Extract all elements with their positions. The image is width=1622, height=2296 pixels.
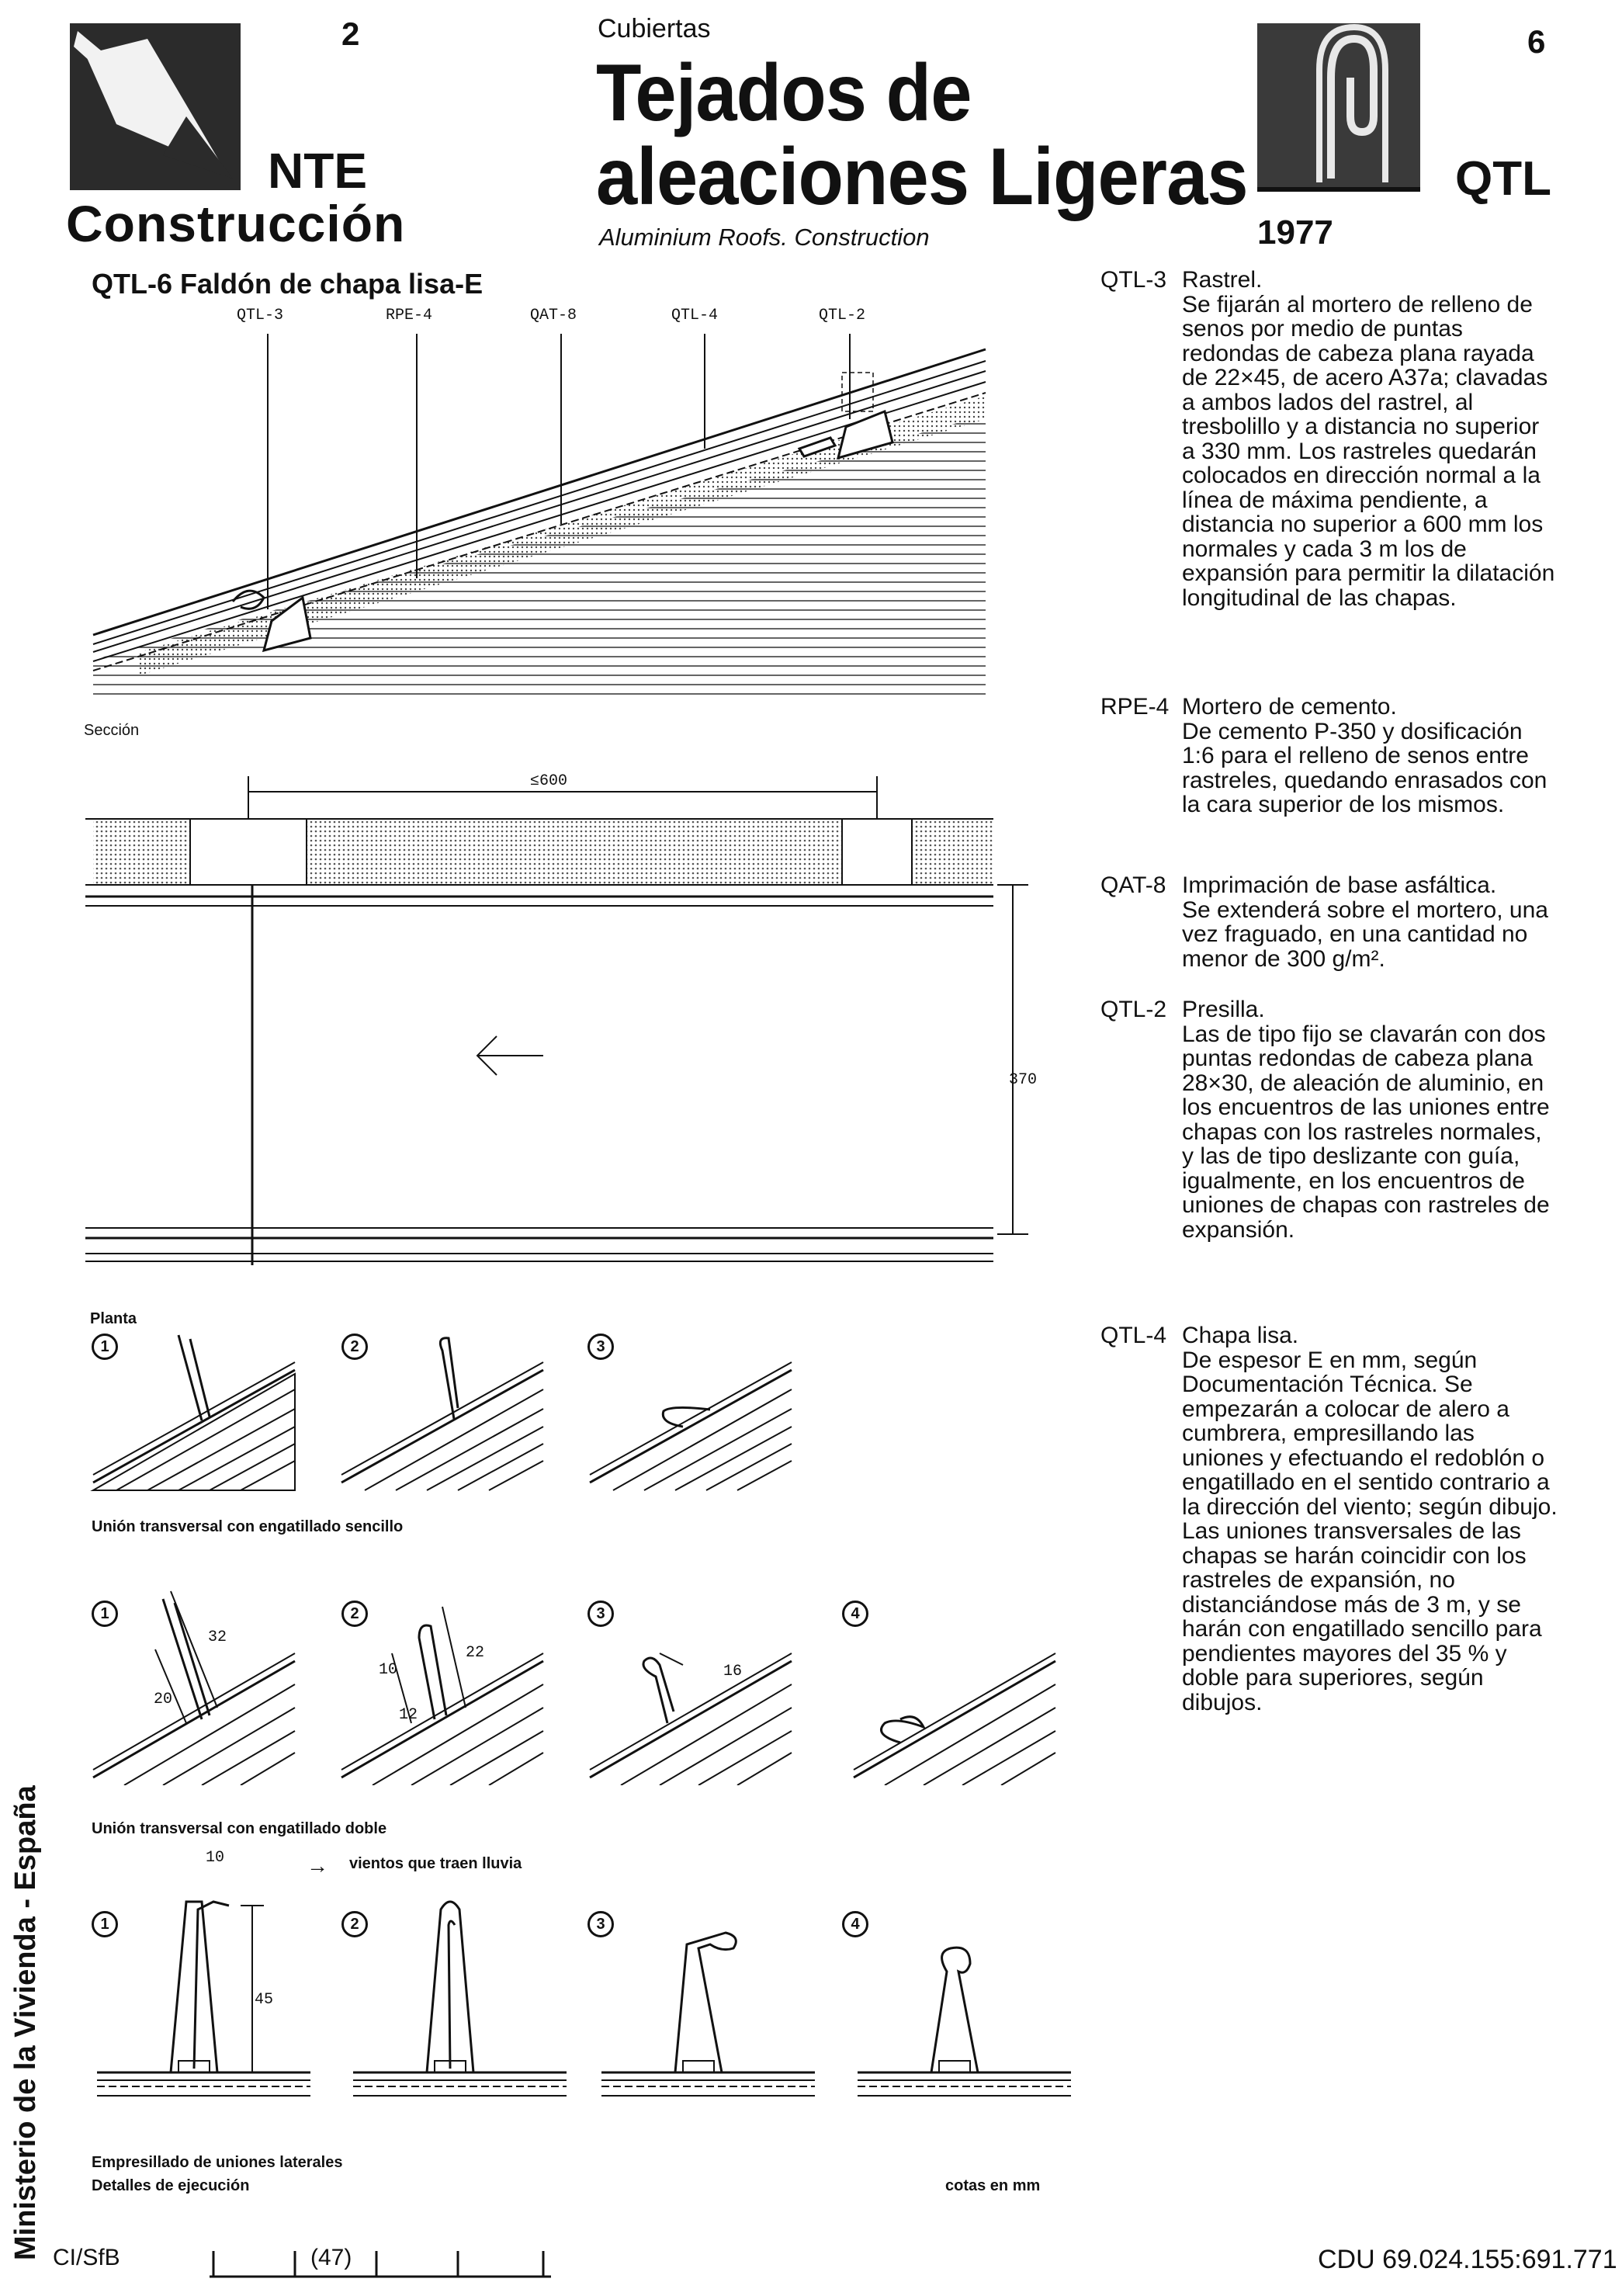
dim-12: 12 (399, 1706, 418, 1724)
spec-text: Las de tipo fijo se clavarán con dos puntas redondas de cabeza plana 28×30, de aleación de aluminio, en los encuentros de las uniones entre chapas con los rastreles normales, y las de tipo deslizante con guía, igualmente, en los encuentros de uniones de chapas con rastreles de expansión. (1182, 1021, 1550, 1243)
row1-num-1: 1 (92, 1334, 118, 1360)
section-label-qtl2: QTL-2 (819, 307, 866, 324)
row3-num-1: 1 (92, 1911, 118, 1937)
ministry-vertical-text: Ministerio de la Vivienda - España (9, 1785, 42, 2260)
series-number: 2 (341, 16, 360, 52)
dim-w10: 10 (206, 1849, 225, 1867)
page-subtitle: Aluminium Roofs. Construction (599, 224, 930, 251)
page-title (596, 48, 1248, 222)
spec-code: QTL-2 (1100, 997, 1167, 1022)
row2-num-3: 3 (587, 1601, 614, 1627)
plan-dim-side: 370 (1009, 1071, 1038, 1089)
brand-nte: NTE (268, 143, 367, 199)
row3-num-2: 2 (341, 1911, 368, 1937)
row3-num-3: 3 (587, 1911, 614, 1937)
cisfb-code: (47) (310, 2245, 352, 2270)
trowel-logo (70, 23, 241, 190)
sheet-number: 6 (1527, 23, 1546, 60)
title-line-1: Tejados de (596, 48, 972, 138)
spec-code: QAT-8 (1100, 872, 1166, 898)
arrow-right-icon: → (307, 1854, 328, 1878)
details-caption: Detalles de ejecución (92, 2177, 250, 2194)
title-line-2: aleaciones Ligeras (596, 132, 1248, 222)
dim-h45: 45 (255, 1991, 274, 2009)
row3-caption: Empresillado de uniones laterales (92, 2154, 343, 2171)
roof-section-drawing (78, 326, 1009, 714)
plan-dim-top: ≤600 (530, 772, 568, 790)
spec-title: Mortero de cemento. (1182, 694, 1397, 720)
section-label-qtl3: QTL-3 (237, 307, 284, 324)
category-label: Cubiertas (598, 14, 711, 43)
row2-num-4: 4 (842, 1601, 868, 1627)
spec-code: QTL-3 (1100, 267, 1167, 293)
section-label-qat8: QAT-8 (530, 307, 577, 324)
spec-code: RPE-4 (1100, 694, 1170, 720)
section-label-qtl4: QTL-4 (671, 307, 719, 324)
single-seam-details (85, 1327, 830, 1498)
seam-photo (1257, 23, 1420, 188)
plan-caption: Planta (90, 1310, 137, 1327)
spec-title: Presilla. (1182, 997, 1265, 1022)
dim-32: 32 (208, 1628, 227, 1646)
header-rule (1257, 187, 1420, 192)
dim-10: 10 (379, 1661, 398, 1679)
row3-num-4: 4 (842, 1911, 868, 1937)
spec-title: Chapa lisa. (1182, 1323, 1299, 1348)
units-note: cotas en mm (945, 2177, 1041, 2194)
double-seam-details (85, 1576, 1087, 1785)
spec-title: Rastrel. (1182, 267, 1263, 293)
year: 1977 (1257, 213, 1333, 251)
row1-caption: Unión transversal con engatillado sencillo (92, 1518, 404, 1535)
dim-22: 22 (466, 1644, 485, 1662)
cdu-code: CDU 69.024.155:691.771 (1318, 2245, 1617, 2274)
spec-text: De cemento P-350 y dosificación 1:6 para el relleno de senos entre rastreles, quedando enrasados con la cara superior de los mismos. (1182, 718, 1547, 817)
row1-num-3: 3 (587, 1334, 614, 1360)
roof-plan-drawing (85, 768, 1032, 1265)
spec-text: Se extenderá sobre el mortero, una vez fraguado, en una cantidad no menor de 300 g/m². (1182, 897, 1548, 972)
spec-code: QTL-4 (1100, 1323, 1167, 1348)
figure-title: QTL-6 Faldón de chapa lisa-E (92, 268, 483, 300)
brand-construccion: Construcción (66, 195, 406, 252)
row2-num-2: 2 (341, 1601, 368, 1627)
dim-16: 16 (723, 1663, 743, 1680)
spec-text: Se fijarán al mortero de relleno de senos por medio de puntas redondas de cabeza plana rayada de 22×45, de acero A37a; clavadas a ambos lados del rastrel, al tresbolillo y a distancia no superior a 330 mm. Los rastreles quedarán colocados en dirección normal a la línea de máxima pendiente, a distancia no superior a 600 mm los normales y cada 3 m los de expansión para permitir la dilatación longitudinal de las chapas. (1182, 291, 1555, 611)
dim-20: 20 (154, 1691, 173, 1708)
row1-num-2: 2 (341, 1334, 368, 1360)
row2-caption: Unión transversal con engatillado doble (92, 1820, 387, 1837)
cisfb-grid (210, 2247, 559, 2278)
section-label-rpe4: RPE-4 (386, 307, 433, 324)
wind-label: vientos que traen lluvia (349, 1855, 522, 1872)
sheet-code: QTL (1455, 152, 1551, 206)
row2-num-1: 1 (92, 1601, 118, 1627)
lateral-seam-details (85, 1878, 1087, 2104)
spec-title: Imprimación de base asfáltica. (1182, 872, 1497, 898)
spec-text: De espesor E en mm, según Documentación Técnica. Se empezarán a colocar de alero a cumbrera, empresillando las uniones y efectuando el redoblón o engatillado en el sentido contrario a la dirección del viento; según dibujo. Las uniones transversales de las chapas se harán coincidir con los rastreles de expansión, no distanciándose más de 3 m, y se harán con engatillado sencillo para pendientes mayores del 35 % y doble para superiores, según dibujos. (1182, 1347, 1558, 1715)
cisfb-label: CI/SfB (53, 2245, 120, 2270)
section-caption: Sección (84, 722, 140, 739)
